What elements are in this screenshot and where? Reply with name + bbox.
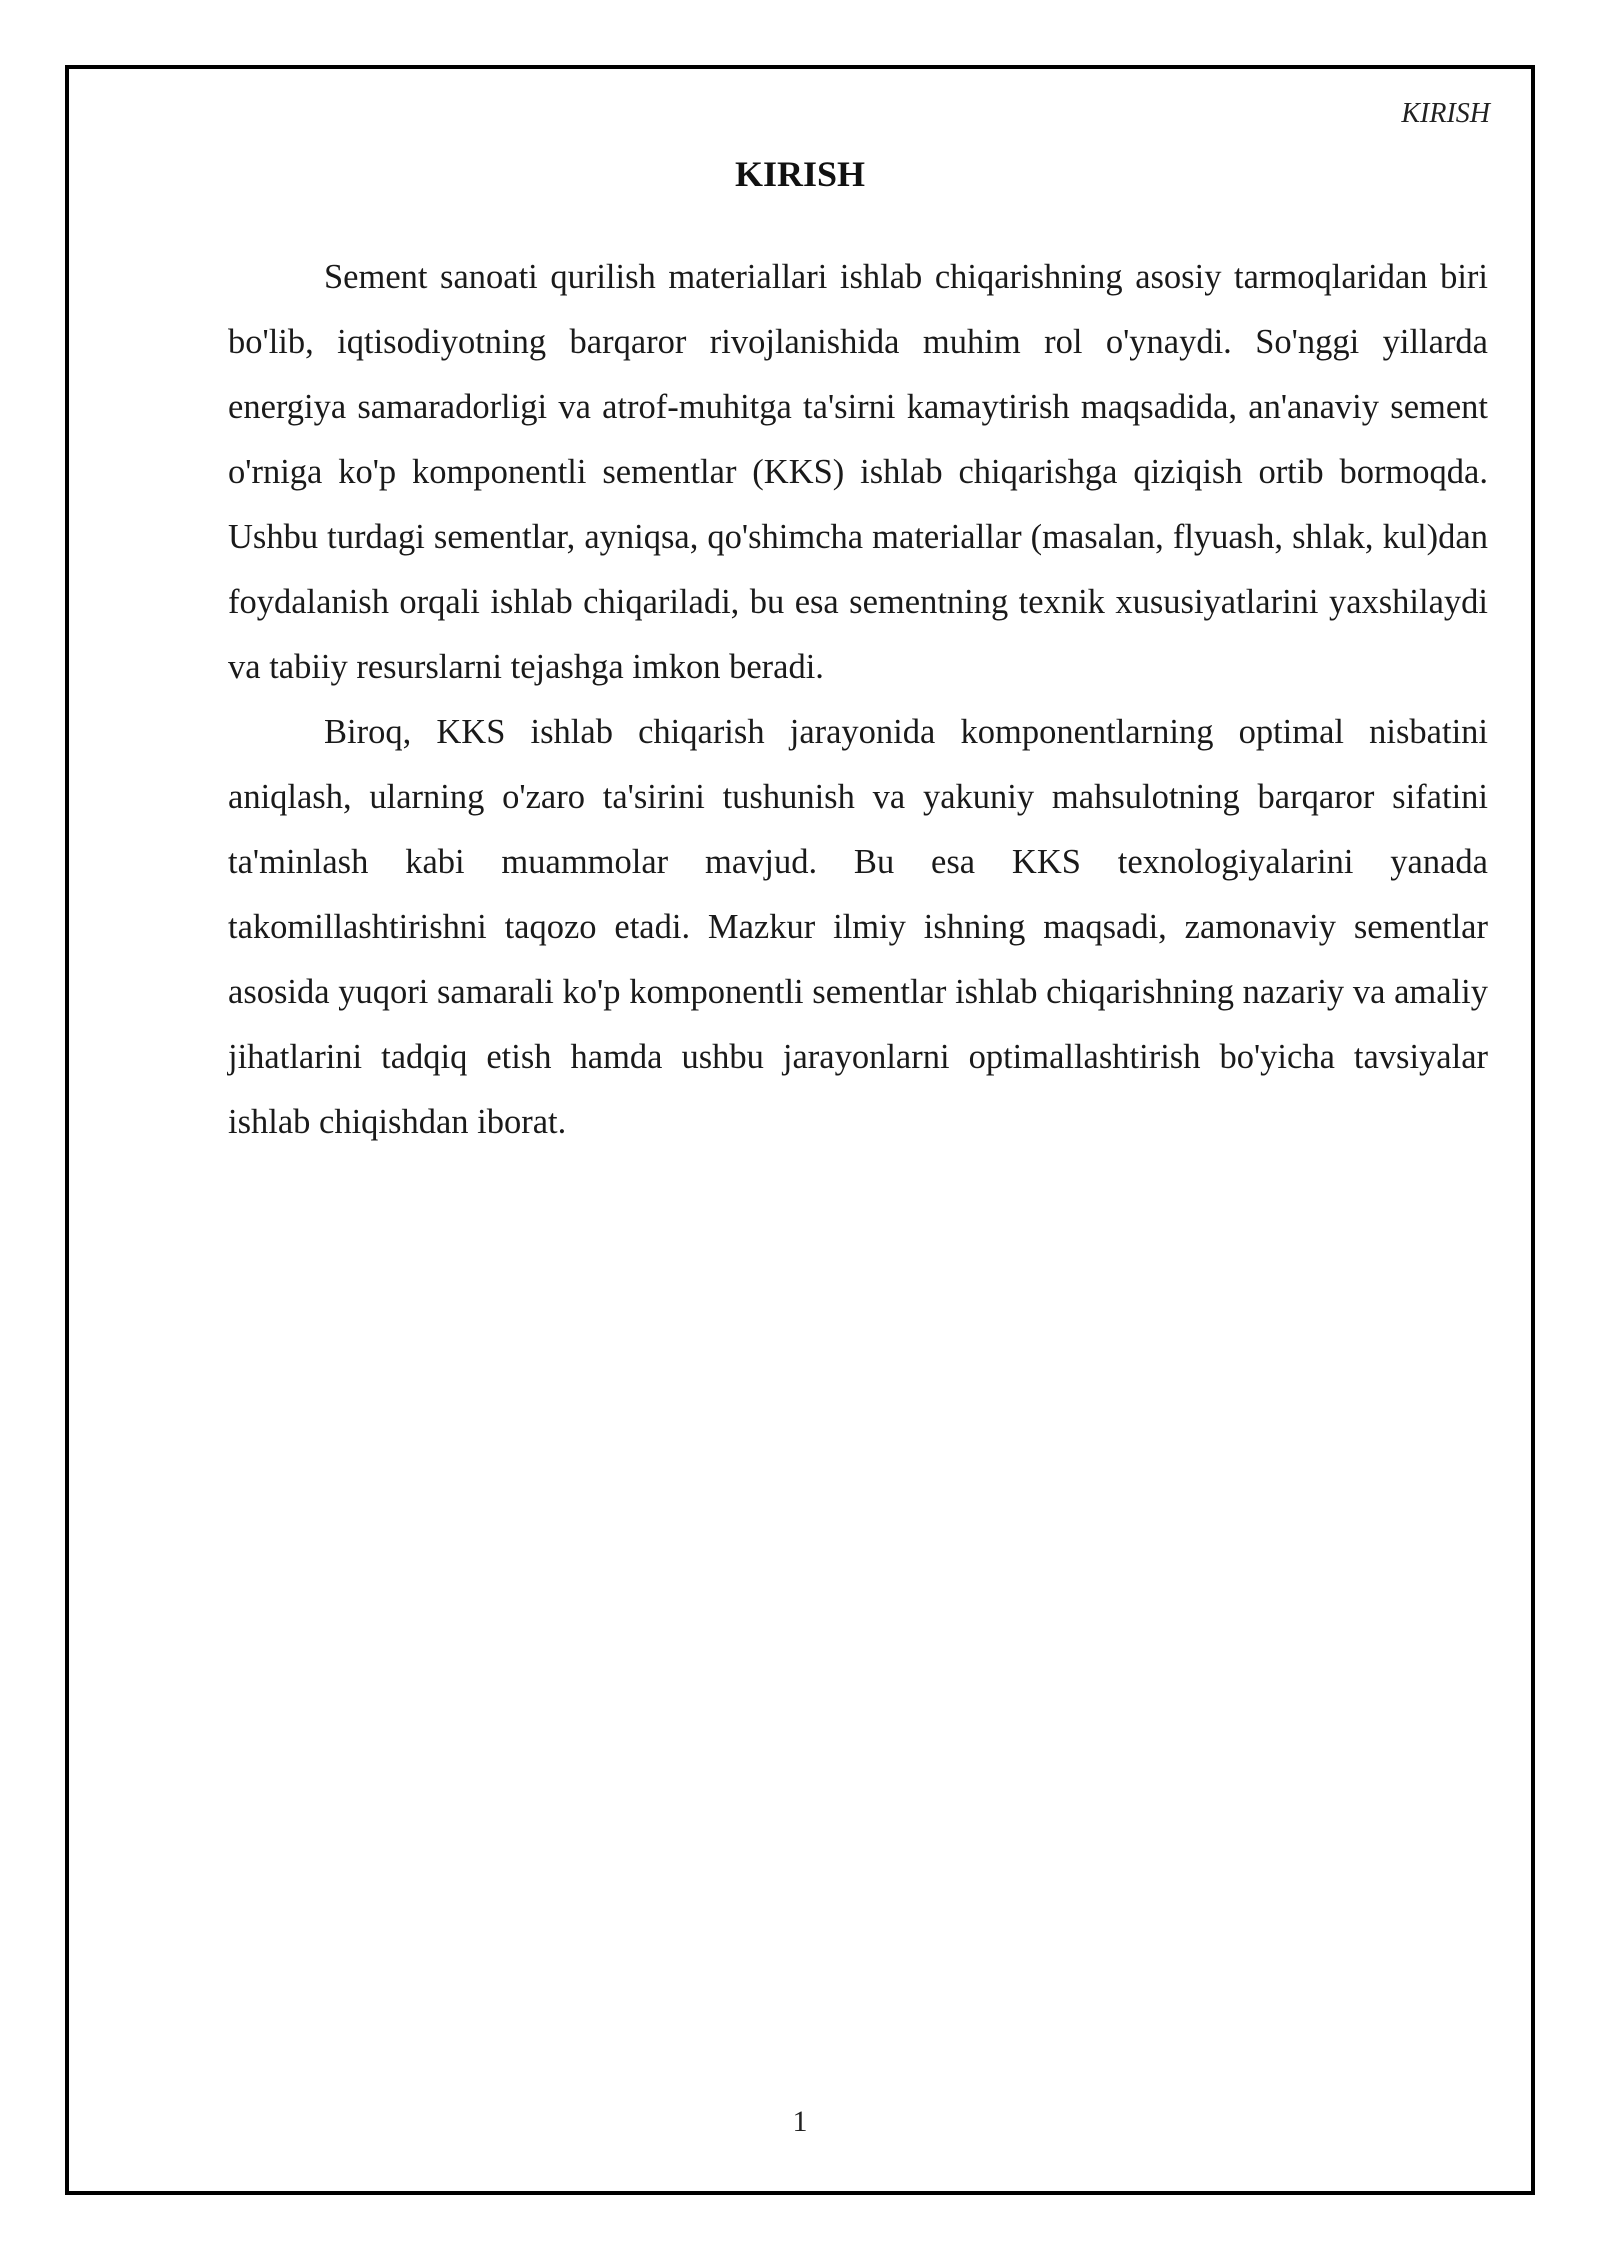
page-number: 1 [792, 2105, 808, 2138]
page-title: KIRISH [734, 154, 866, 194]
running-header: KIRISH [1401, 98, 1490, 129]
body-text [228, 245, 1488, 1155]
paragraph-2: Biroq, KKS ishlab chiqarish jarayonida komponentlarning optimal nisbatini aniqlash, ularning o'zaro ta'sirini tushunish va yakuniy mahsulotning barqaror sifatini ta'minlash kabi muammolar mavjud. Bu esa KKS texnologiyalarini yanada takomillashtirishni taqozo etadi. Mazkur ilmiy ishning maqsadi, zamonaviy sementlar asosida yuqori samarali ko'p komponentli sementlar ishlab chiqarishning nazariy va amaliy jihatlarini tadqiq etish hamda ushbu jarayonlarni optimallashtirish bo'yicha tavsiyalar ishlab chiqishdan iborat. [228, 713, 1488, 1141]
paragraph-1: Sement sanoati qurilish materiallari ishlab chiqarishning asosiy tarmoqlaridan biri bo'lib, iqtisodiyotning barqaror rivojlanishida muhim rol o'ynaydi. So'nggi yillarda energiya samaradorligi va atrof-muhitga ta'sirni kamaytirish maqsadida, an'anaviy sement o'rniga ko'p komponentli sementlar (KKS) ishlab chiqarishga qiziqish ortib bormoqda. Ushbu turdagi sementlar, ayniqsa, qo'shimcha materiallar (masalan, flyuash, shlak, kul)dan foydalanish orqali ishlab chiqariladi, bu esa sementning texnik xususiyatlarini yaxshilaydi va tabiiy resurslarni tejashga imkon beradi. [228, 258, 1488, 686]
